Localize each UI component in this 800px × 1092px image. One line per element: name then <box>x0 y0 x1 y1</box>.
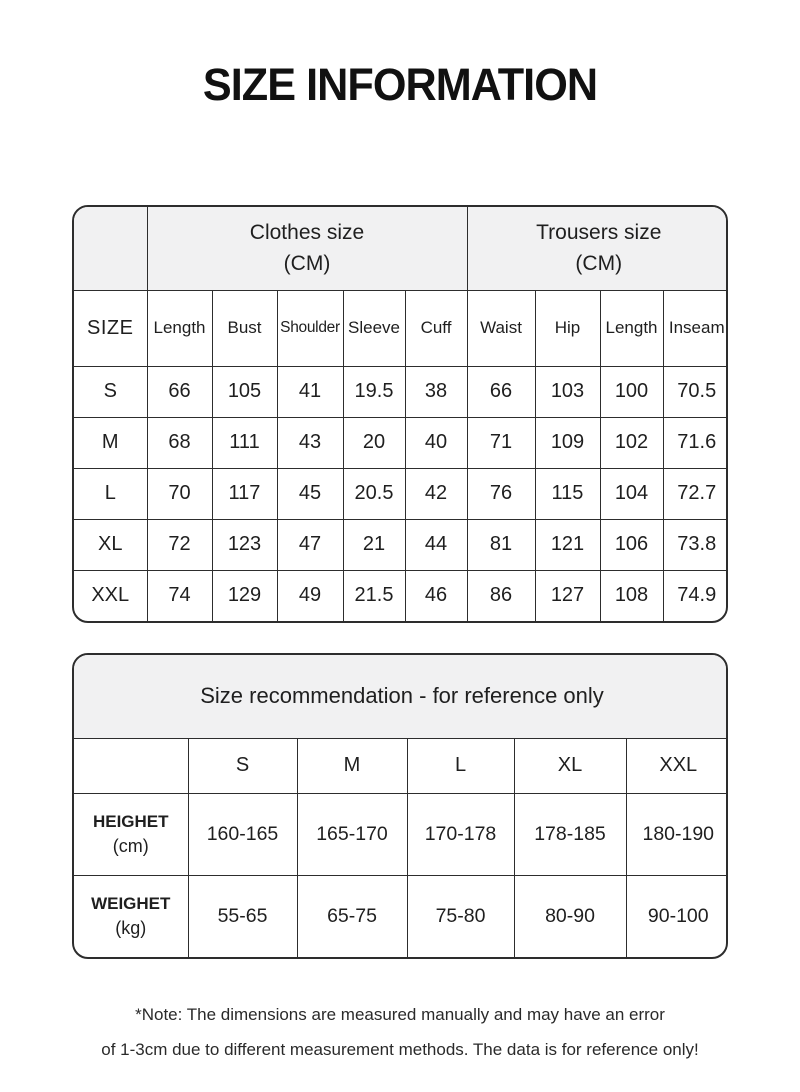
size-table-row-xl <box>74 519 728 570</box>
size-table-cell: 49 <box>277 570 343 621</box>
size-table-cell: 127 <box>535 570 600 621</box>
recommendation-table <box>72 653 728 959</box>
size-table-header-row <box>74 290 728 366</box>
recommendation-corner-cell <box>74 738 188 793</box>
size-table-cell: 108 <box>600 570 663 621</box>
height-label: HEIGHET <box>92 811 169 831</box>
size-table-cell: 106 <box>600 519 663 570</box>
size-table-cell: 66 <box>147 366 212 417</box>
column-header-cuff: Cuff <box>405 290 467 366</box>
column-header-bust: Bust <box>212 290 277 366</box>
size-table-cell: 129 <box>212 570 277 621</box>
column-header-xxl: XXL <box>626 738 728 793</box>
recommendation-cell: 55-65 <box>188 875 297 957</box>
clothes-size-group-header <box>147 207 467 290</box>
size-table-row-label: L <box>74 468 147 519</box>
clothes-size-unit: (CM) <box>283 252 331 276</box>
size-table-cell: 115 <box>535 468 600 519</box>
size-table-grid <box>74 207 728 621</box>
recommendation-cell: 90-100 <box>626 875 728 957</box>
size-table-cell: 68 <box>147 417 212 468</box>
size-table-cell: 19.5 <box>343 366 405 417</box>
recommendation-title: Size recommendation - for reference only <box>74 655 728 738</box>
note-line-2: of 1-3cm due to different measurement methods. The data is for reference only! <box>101 1040 699 1059</box>
note-line-1: *Note: The dimensions are measured manually and may have an error <box>135 1005 665 1024</box>
recommendation-cell: 178-185 <box>514 793 626 875</box>
weight-row-label <box>74 875 188 957</box>
column-header-xl: XL <box>514 738 626 793</box>
size-table-cell: 47 <box>277 519 343 570</box>
size-table-cell: 73.8 <box>663 519 728 570</box>
size-table-row-label: XL <box>74 519 147 570</box>
size-table-cell: 38 <box>405 366 467 417</box>
size-table-cell: 72.7 <box>663 468 728 519</box>
column-header-length: Length <box>147 290 212 366</box>
size-table-cell: 45 <box>277 468 343 519</box>
recommendation-table-grid <box>74 655 728 957</box>
size-table-cell: 103 <box>535 366 600 417</box>
size-table <box>72 205 728 623</box>
recommendation-cell: 180-190 <box>626 793 728 875</box>
size-table-cell: 72 <box>147 519 212 570</box>
trousers-size-label: Trousers size <box>536 221 662 245</box>
size-table-row-xxl <box>74 570 728 621</box>
size-table-cell: 109 <box>535 417 600 468</box>
size-table-cell: 100 <box>600 366 663 417</box>
size-table-corner-cell <box>74 207 147 290</box>
column-header-trouser-length: Length <box>600 290 663 366</box>
size-table-row-l <box>74 468 728 519</box>
size-table-cell: 41 <box>277 366 343 417</box>
size-table-cell: 70.5 <box>663 366 728 417</box>
recommendation-cell: 80-90 <box>514 875 626 957</box>
size-table-cell: 86 <box>467 570 535 621</box>
size-table-cell: 46 <box>405 570 467 621</box>
size-table-cell: 81 <box>467 519 535 570</box>
recommendation-title-row <box>74 655 728 738</box>
size-table-cell: 74 <box>147 570 212 621</box>
recommendation-cell: 75-80 <box>407 875 514 957</box>
size-table-cell: 71.6 <box>663 417 728 468</box>
trousers-size-group-header <box>467 207 728 290</box>
column-header-shoulder: Shoulder <box>277 290 343 366</box>
recommendation-cell: 65-75 <box>297 875 407 957</box>
size-table-cell: 70 <box>147 468 212 519</box>
size-table-cell: 121 <box>535 519 600 570</box>
clothes-size-label: Clothes size <box>249 221 365 245</box>
recommendation-cell: 160-165 <box>188 793 297 875</box>
size-table-cell: 71 <box>467 417 535 468</box>
size-table-cell: 40 <box>405 417 467 468</box>
size-table-row-label: S <box>74 366 147 417</box>
column-header-s: S <box>188 738 297 793</box>
weight-label: WEIGHET <box>91 893 171 913</box>
column-header-sleeve: Sleeve <box>343 290 405 366</box>
recommendation-row-weight <box>74 875 728 957</box>
size-table-cell: 66 <box>467 366 535 417</box>
recommendation-row-height <box>74 793 728 875</box>
recommendation-header-row <box>74 738 728 793</box>
column-header-hip: Hip <box>535 290 600 366</box>
page-title: SIZE INFORMATION <box>202 59 598 110</box>
size-table-cell: 111 <box>212 417 277 468</box>
size-table-cell: 104 <box>600 468 663 519</box>
column-header-m: M <box>297 738 407 793</box>
size-table-cell: 21.5 <box>343 570 405 621</box>
size-table-row-s <box>74 366 728 417</box>
recommendation-cell: 165-170 <box>297 793 407 875</box>
column-header-l: L <box>407 738 514 793</box>
recommendation-cell: 170-178 <box>407 793 514 875</box>
size-table-cell: 44 <box>405 519 467 570</box>
trousers-size-unit: (CM) <box>575 252 623 276</box>
size-table-row-label: XXL <box>74 570 147 621</box>
size-table-cell: 42 <box>405 468 467 519</box>
weight-unit: (kg) <box>115 917 147 938</box>
size-table-group-row <box>74 207 728 290</box>
size-table-cell: 102 <box>600 417 663 468</box>
size-table-row-label: M <box>74 417 147 468</box>
size-table-cell: 117 <box>212 468 277 519</box>
size-table-row-m <box>74 417 728 468</box>
size-table-cell: 74.9 <box>663 570 728 621</box>
reference-note <box>0 997 800 1067</box>
column-header-inseam: Inseam <box>663 290 728 366</box>
size-table-cell: 21 <box>343 519 405 570</box>
column-header-waist: Waist <box>467 290 535 366</box>
size-table-cell: 43 <box>277 417 343 468</box>
size-table-cell: 20.5 <box>343 468 405 519</box>
size-table-cell: 105 <box>212 366 277 417</box>
size-column-header: SIZE <box>74 290 147 366</box>
height-unit: (cm) <box>112 835 149 856</box>
height-row-label <box>74 793 188 875</box>
size-table-cell: 20 <box>343 417 405 468</box>
size-table-cell: 76 <box>467 468 535 519</box>
size-table-cell: 123 <box>212 519 277 570</box>
